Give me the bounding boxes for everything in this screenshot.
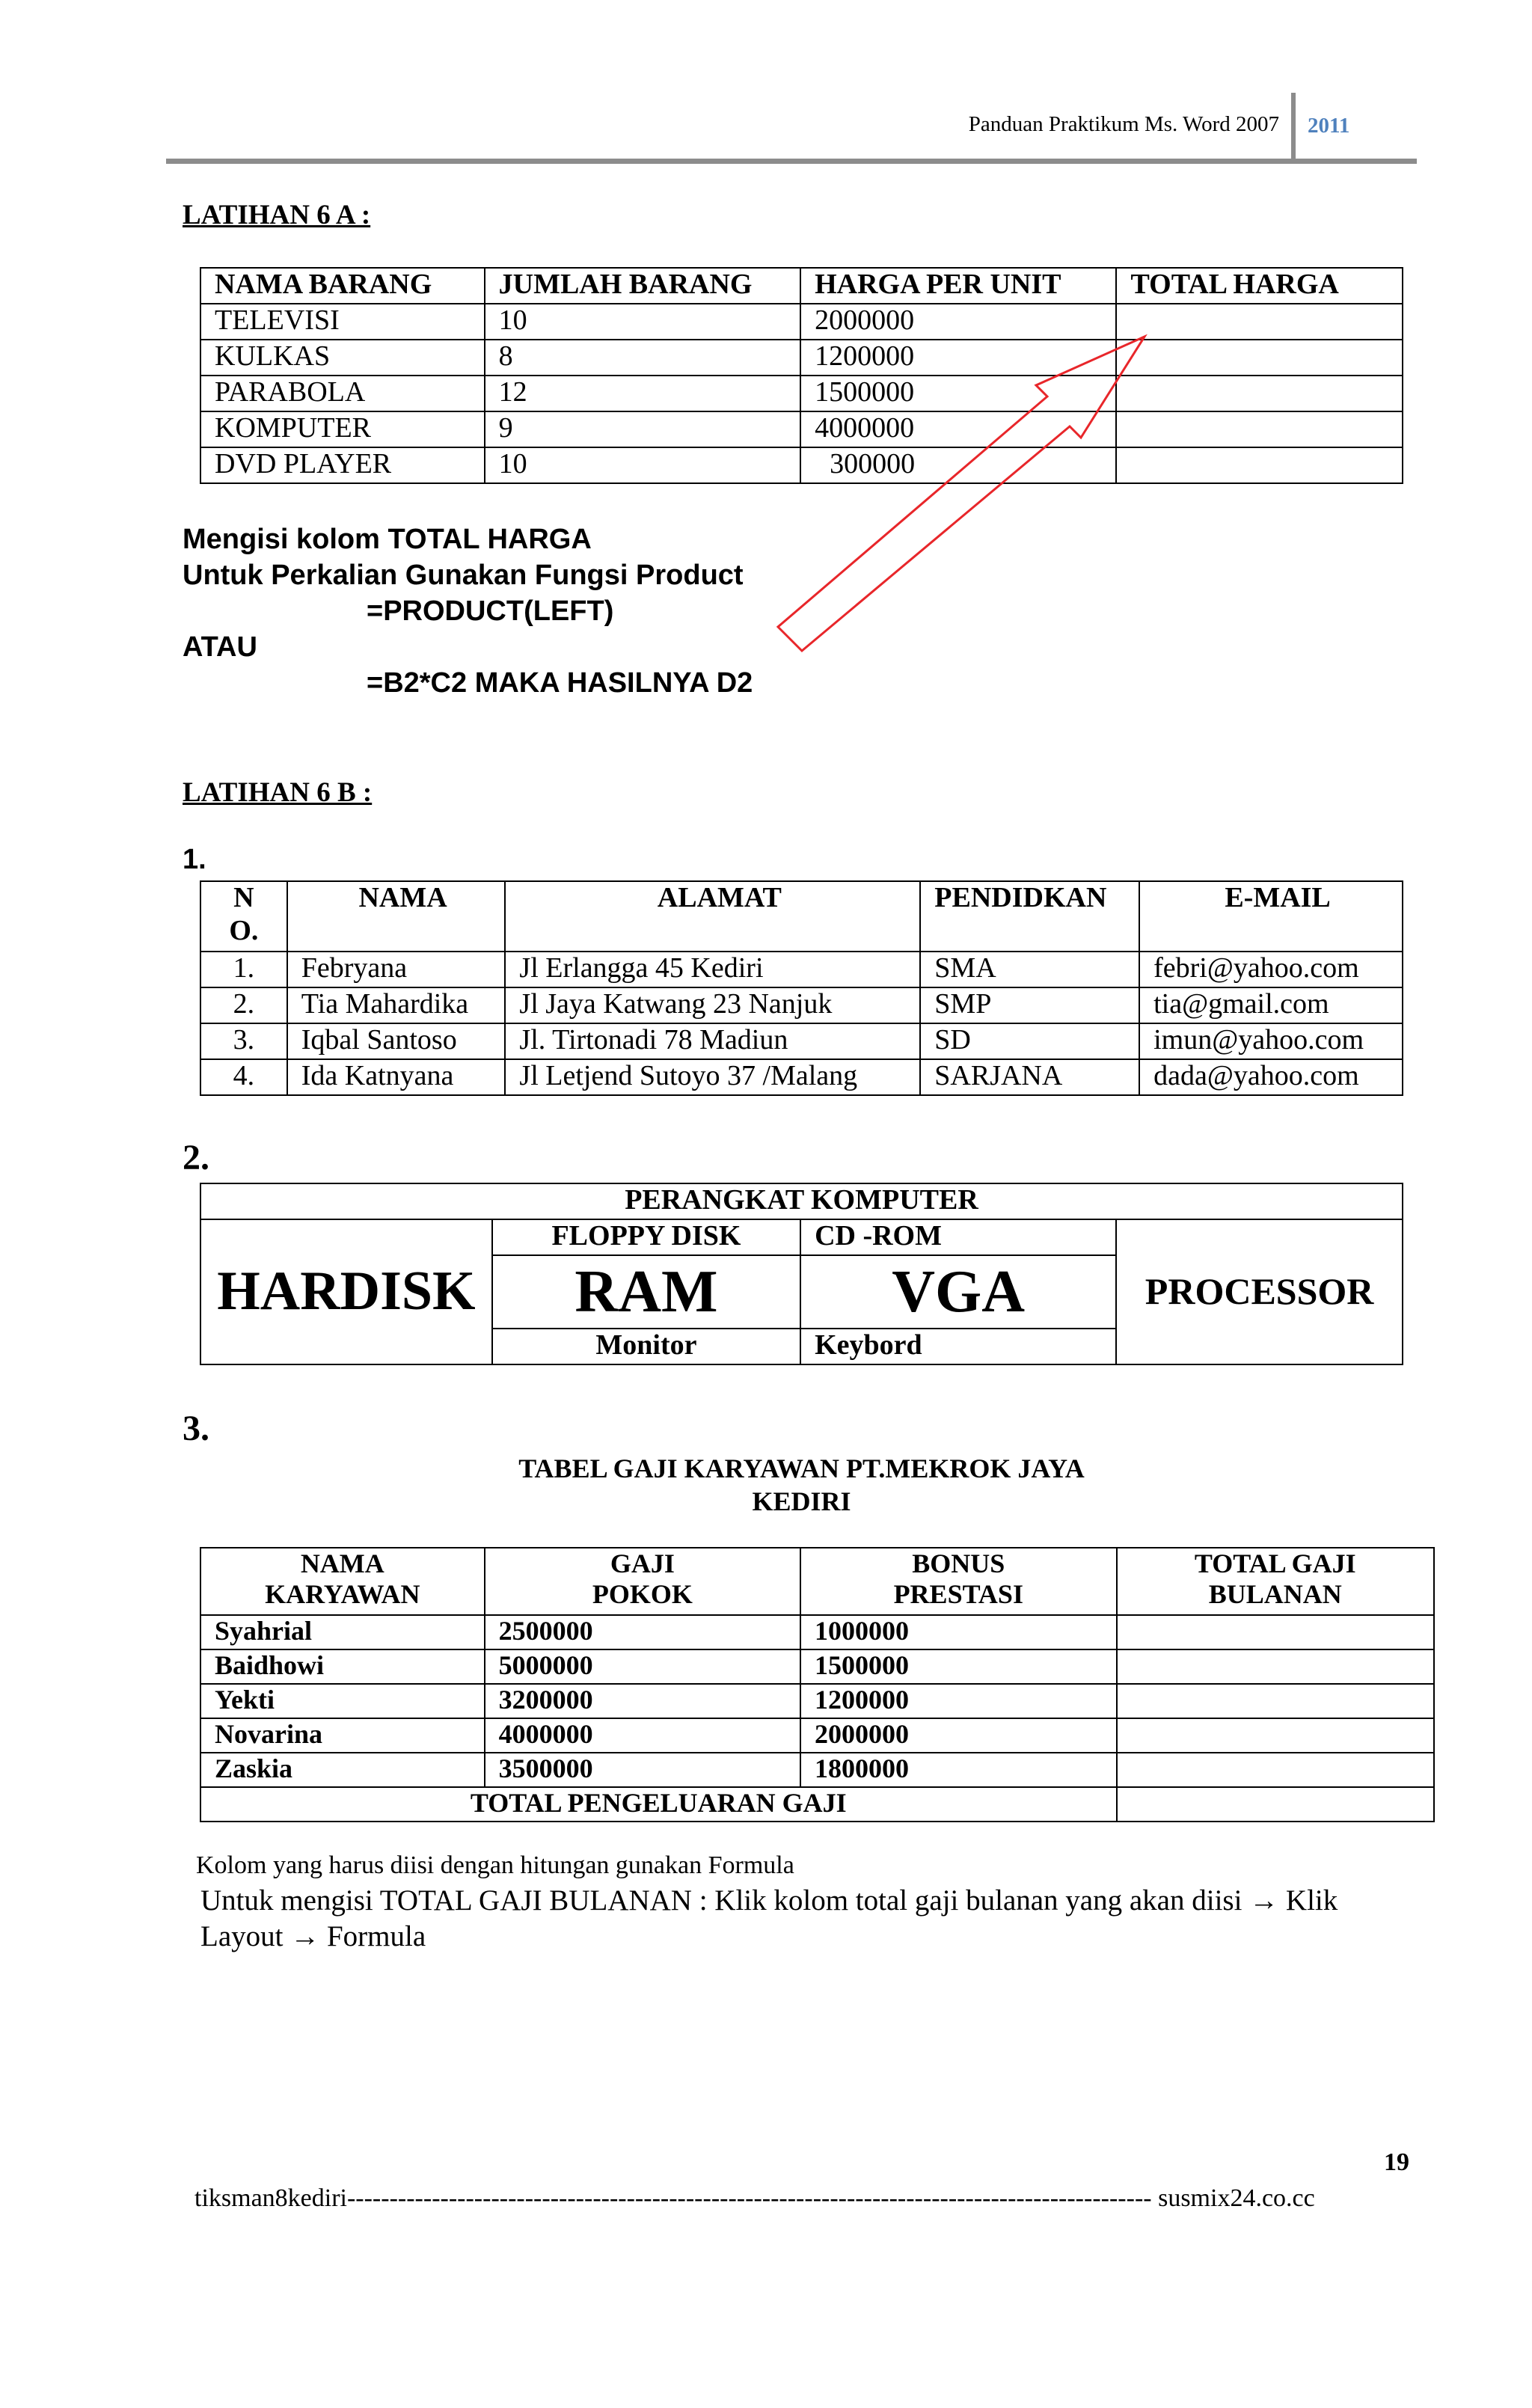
t3-cell: 2000000 — [800, 1718, 1116, 1753]
t3-total-value — [1117, 1787, 1435, 1822]
footer-left: tiksman8kediri — [194, 2184, 347, 2212]
t1-col-no — [200, 881, 287, 952]
t6a-cell: KULKAS — [200, 340, 485, 376]
t6a-cell: 2000000 — [800, 304, 1116, 340]
t1-cell: Tia Mahardika — [287, 987, 506, 1023]
t3-col-bonus-line2: PRESTASI — [893, 1579, 1023, 1610]
t3-cell: 3200000 — [485, 1684, 800, 1718]
t1-cell: SMA — [920, 952, 1139, 987]
t3-col-gaji-line1: GAJI — [610, 1548, 675, 1578]
t6a-col-jumlah: JUMLAH BARANG — [485, 268, 800, 304]
table-perangkat-komputer — [200, 1183, 1403, 1365]
arrow-shape — [778, 337, 1145, 651]
section-title-6a: LATIHAN 6 A : — [183, 200, 371, 230]
t3-cell — [1117, 1753, 1435, 1787]
t6a-cell: 4000000 — [800, 411, 1116, 447]
t1-col-no-line2: O. — [229, 914, 259, 946]
t3-cell: 5000000 — [485, 1649, 800, 1684]
t3-total-label: TOTAL PENGELUARAN GAJI — [200, 1787, 1117, 1822]
note-line-2: Untuk Perkalian Gunakan Fungsi Product — [183, 560, 744, 591]
t3-cell: Syahrial — [200, 1615, 485, 1649]
t6a-cell: 9 — [485, 411, 800, 447]
t1-cell: tia@gmail.com — [1139, 987, 1403, 1023]
table-row — [200, 1753, 1434, 1787]
t3-title-line2: KEDIRI — [752, 1486, 851, 1516]
t3-cell: Novarina — [200, 1718, 485, 1753]
note-atau: ATAU — [183, 631, 257, 663]
t1-cell: Jl Letjend Sutoyo 37 /Malang — [505, 1059, 920, 1095]
page-number: 19 — [1384, 2148, 1409, 2176]
t3-cell: Yekti — [200, 1684, 485, 1718]
t3-cell: Baidhowi — [200, 1649, 485, 1684]
t1-cell: 1. — [200, 952, 287, 987]
t6a-cell: 10 — [485, 304, 800, 340]
t1-cell: SARJANA — [920, 1059, 1139, 1095]
t1-cell: Ida Katnyana — [287, 1059, 506, 1095]
part-1-label: 1. — [183, 844, 206, 875]
t3-cell: 1000000 — [800, 1615, 1116, 1649]
t1-cell: 3. — [200, 1023, 287, 1059]
t1-cell: Iqbal Santoso — [287, 1023, 506, 1059]
t6a-cell: 300000 — [800, 447, 1116, 483]
t2-monitor: Monitor — [492, 1329, 800, 1364]
t3-col-nama-line1: NAMA — [300, 1548, 384, 1578]
section-title-6b: LATIHAN 6 B : — [183, 777, 373, 808]
t6a-cell: 1500000 — [800, 376, 1116, 411]
part-3-label: 3. — [183, 1409, 209, 1448]
part-2-label: 2. — [183, 1138, 209, 1177]
t6a-cell: 1200000 — [800, 340, 1116, 376]
table-row — [200, 1684, 1434, 1718]
t3-cell: 2500000 — [485, 1615, 800, 1649]
table-row — [200, 1615, 1434, 1649]
t6a-col-nama: NAMA BARANG — [200, 268, 485, 304]
header-title: Panduan Praktikum Ms. Word 2007 — [968, 112, 1279, 136]
header-year: 2011 — [1308, 114, 1350, 138]
t1-col-email: E-MAIL — [1139, 881, 1403, 952]
note-line-1: Mengisi kolom TOTAL HARGA — [183, 524, 592, 555]
t2-cdrom: CD -ROM — [800, 1219, 1116, 1255]
t3-cell: 1500000 — [800, 1649, 1116, 1684]
table-row — [200, 1023, 1403, 1059]
t1-cell: 2. — [200, 987, 287, 1023]
t3-cell — [1117, 1718, 1435, 1753]
t3-col-total — [1117, 1548, 1435, 1615]
t1-cell: Jl. Tirtonadi 78 Madiun — [505, 1023, 920, 1059]
t6a-cell: DVD PLAYER — [200, 447, 485, 483]
footer-line — [194, 2184, 1421, 2213]
instruction-line-2: Untuk mengisi TOTAL GAJI BULANAN : Klik kolom total gaji bulanan yang akan diisi → Klik — [200, 1884, 1338, 1917]
t2-ram: RAM — [492, 1255, 800, 1329]
t2-vga: VGA — [800, 1255, 1116, 1329]
t3-col-bonus — [800, 1548, 1116, 1615]
t3-col-gaji-line2: POKOK — [592, 1579, 693, 1610]
table-row — [200, 1649, 1434, 1684]
t1-cell: dada@yahoo.com — [1139, 1059, 1403, 1095]
t2-hardisk: HARDISK — [200, 1219, 492, 1364]
instruction-line-1: Kolom yang harus diisi dengan hitungan gunakan Formula — [196, 1851, 794, 1879]
t3-cell: 1200000 — [800, 1684, 1116, 1718]
t3-col-gaji — [485, 1548, 800, 1615]
table-gaji-karyawan — [200, 1547, 1435, 1822]
t6a-col-harga: HARGA PER UNIT — [800, 268, 1116, 304]
t2-keybord: Keybord — [800, 1329, 1116, 1364]
t1-col-alamat: ALAMAT — [505, 881, 920, 952]
t6a-cell: 8 — [485, 340, 800, 376]
t6a-cell: KOMPUTER — [200, 411, 485, 447]
t1-col-nama: NAMA — [287, 881, 506, 952]
t1-col-no-line1: N — [233, 882, 254, 913]
table-biodata — [200, 880, 1403, 1096]
t3-col-nama — [200, 1548, 485, 1615]
t2-header: PERANGKAT KOMPUTER — [200, 1183, 1403, 1219]
t1-cell: Febryana — [287, 952, 506, 987]
t1-cell: imun@yahoo.com — [1139, 1023, 1403, 1059]
t1-cell: Jl Jaya Katwang 23 Nanjuk — [505, 987, 920, 1023]
t1-cell: febri@yahoo.com — [1139, 952, 1403, 987]
t2-processor: PROCESSOR — [1116, 1219, 1403, 1364]
footer-dashes: ----------------------------------------------------------------------------------------------- — [346, 2184, 1152, 2212]
t6a-cell: PARABOLA — [200, 376, 485, 411]
t2-floppy: FLOPPY DISK — [492, 1219, 800, 1255]
t6a-cell: 12 — [485, 376, 800, 411]
t3-col-total-line2: BULANAN — [1208, 1579, 1342, 1610]
t1-col-pendidikan: PENDIDKAN — [920, 881, 1139, 952]
t3-cell: 3500000 — [485, 1753, 800, 1787]
t1-cell: SD — [920, 1023, 1139, 1059]
t6a-col-total: TOTAL HARGA — [1116, 268, 1403, 304]
table-row — [200, 952, 1403, 987]
table-row — [200, 1718, 1434, 1753]
table-row — [200, 987, 1403, 1023]
t6a-cell: TELEVISI — [200, 304, 485, 340]
t6a-cell: 10 — [485, 447, 800, 483]
t3-cell: 4000000 — [485, 1718, 800, 1753]
t3-col-bonus-line1: BONUS — [912, 1548, 1005, 1578]
t1-cell: 4. — [200, 1059, 287, 1095]
t3-cell — [1117, 1649, 1435, 1684]
t3-cell — [1117, 1615, 1435, 1649]
footer-right: susmix24.co.cc — [1151, 2184, 1315, 2212]
t3-title-line1: TABEL GAJI KARYAWAN PT.MEKROK JAYA — [518, 1453, 1085, 1483]
t3-cell: 1800000 — [800, 1753, 1116, 1787]
table-row-total — [200, 1787, 1434, 1822]
t1-cell: SMP — [920, 987, 1139, 1023]
t1-cell: Jl Erlangga 45 Kediri — [505, 952, 920, 987]
t3-col-nama-line2: KARYAWAN — [265, 1579, 420, 1610]
table-row — [200, 1059, 1403, 1095]
note-formula-b2c2: =B2*C2 MAKA HASILNYA D2 — [367, 667, 753, 699]
t3-cell — [1117, 1684, 1435, 1718]
t3-col-total-line1: TOTAL GAJI — [1194, 1548, 1356, 1578]
note-formula-product: =PRODUCT(LEFT) — [367, 595, 614, 627]
instruction-line-3: Layout → Formula — [200, 1920, 426, 1952]
t3-cell: Zaskia — [200, 1753, 485, 1787]
